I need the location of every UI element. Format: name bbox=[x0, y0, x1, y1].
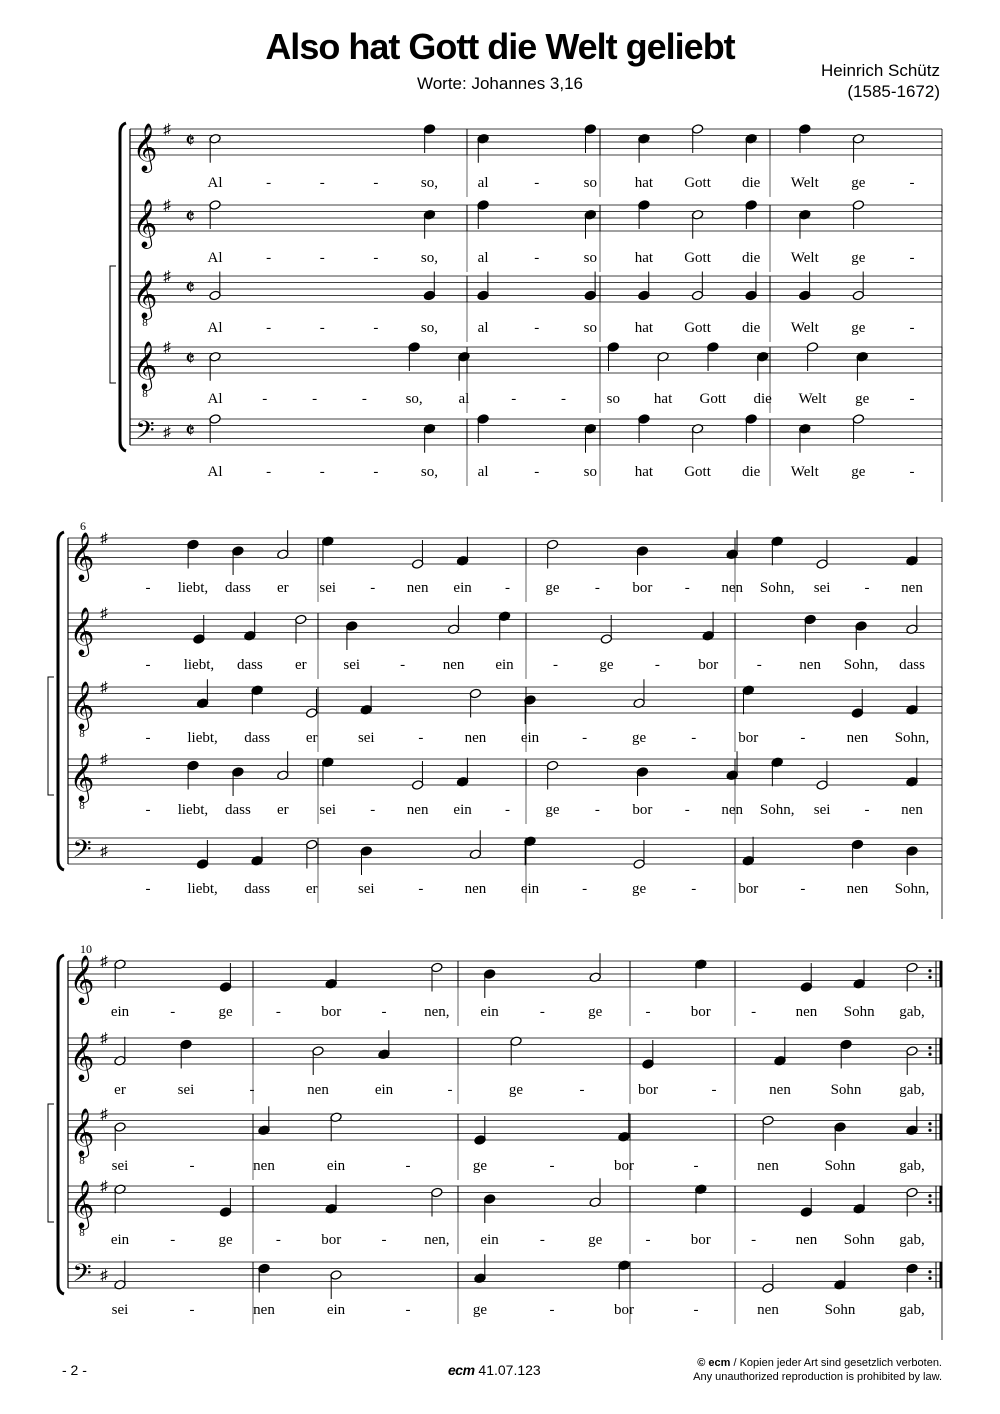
lyric-syllable: nen bbox=[846, 730, 869, 746]
lyric-syllable: ge bbox=[472, 1302, 488, 1318]
lyric-syllable: dass bbox=[244, 881, 271, 897]
hyphen: - bbox=[539, 1232, 545, 1248]
lyric-syllable: sei bbox=[813, 802, 831, 818]
treble-clef-icon: 𝄞 bbox=[69, 1034, 95, 1080]
lyric-syllable: so, bbox=[420, 250, 439, 266]
hyphen: - bbox=[447, 1082, 453, 1098]
hyphen: - bbox=[266, 320, 272, 336]
lyric-syllable: ge bbox=[851, 464, 866, 480]
key-sharp-icon: ♯ bbox=[100, 1179, 108, 1195]
lyric-syllable: er bbox=[294, 657, 307, 673]
catalog-brand: ecm bbox=[448, 1362, 475, 1378]
lyric-syllable: ein bbox=[374, 1082, 394, 1098]
lyric-syllable: bor bbox=[614, 1158, 634, 1174]
lyric-syllable: nen bbox=[769, 1082, 791, 1098]
hyphen: - bbox=[909, 464, 915, 480]
lyric-syllable: so bbox=[583, 320, 597, 336]
lyric-syllable: hat bbox=[634, 320, 654, 336]
lyric-syllable: nen bbox=[464, 730, 487, 746]
tenor-bracket bbox=[48, 1104, 54, 1222]
repeat-dot bbox=[928, 1194, 931, 1197]
hyphen: - bbox=[266, 250, 272, 266]
hyphen: - bbox=[800, 730, 806, 746]
lyric-syllable: so bbox=[583, 250, 597, 266]
lyric-syllable: ein bbox=[495, 657, 514, 673]
lyric-syllable: Sohn, bbox=[843, 657, 879, 673]
lyric-syllable: sei bbox=[111, 1302, 129, 1318]
hyphen: - bbox=[864, 802, 870, 818]
hyphen: - bbox=[170, 1004, 176, 1020]
lyric-syllable: bor bbox=[632, 802, 653, 818]
hyphen: - bbox=[319, 464, 325, 480]
repeat-dot bbox=[928, 1129, 931, 1132]
lyric-syllable: al bbox=[477, 464, 489, 480]
hyphen: - bbox=[373, 175, 379, 191]
hyphen: - bbox=[539, 1004, 545, 1020]
hyphen: - bbox=[684, 802, 690, 818]
lyric-syllable: Welt bbox=[790, 250, 819, 266]
hyphen: - bbox=[405, 1158, 411, 1174]
lyric-syllable: dass bbox=[899, 657, 925, 673]
key-sharp-icon: ♯ bbox=[100, 680, 108, 696]
lyric-syllable: die bbox=[741, 320, 761, 336]
lyric-syllable: ge bbox=[632, 730, 647, 746]
lyric-syllable: ge bbox=[218, 1004, 233, 1020]
composer-name: Heinrich Schütz bbox=[820, 61, 940, 80]
hyphen: - bbox=[266, 175, 272, 191]
lyric-syllable: ge bbox=[588, 1232, 603, 1248]
hyphen: - bbox=[275, 1004, 281, 1020]
hyphen: - bbox=[189, 1158, 195, 1174]
hyphen: - bbox=[534, 175, 540, 191]
hyphen: - bbox=[145, 580, 151, 596]
lyric-syllable: sei bbox=[357, 730, 375, 746]
hyphen: - bbox=[549, 1302, 555, 1318]
lyric-syllable: ein bbox=[480, 1004, 499, 1020]
hyphen: - bbox=[756, 657, 762, 673]
lyric-syllable: nen bbox=[846, 881, 869, 897]
lyric-syllable: hat bbox=[653, 391, 673, 407]
lyric-syllable: ein bbox=[520, 881, 540, 897]
lyric-syllable: nen bbox=[464, 881, 487, 897]
lyric-syllable: sei bbox=[319, 580, 337, 596]
lyric-syllable: so, bbox=[420, 320, 439, 336]
treble-clef-icon: 𝄞 bbox=[69, 957, 95, 1003]
octave-mark: 8 bbox=[142, 388, 148, 400]
hyphen: - bbox=[594, 802, 600, 818]
lyric-syllable: nen bbox=[406, 802, 429, 818]
lyric-syllable: ein bbox=[326, 1302, 346, 1318]
lyric-syllable: Sohn bbox=[843, 1232, 875, 1248]
lyric-syllable: hat bbox=[634, 464, 654, 480]
lyric-syllable: bor bbox=[632, 580, 653, 596]
system-bracket bbox=[58, 955, 64, 1294]
lyric-syllable: Gott bbox=[684, 464, 711, 480]
hyphen: - bbox=[582, 881, 588, 897]
hyphen: - bbox=[418, 881, 424, 897]
hyphen: - bbox=[645, 1232, 651, 1248]
lyric-syllable: liebt, bbox=[177, 802, 209, 818]
repeat-dot bbox=[928, 1277, 931, 1280]
hyphen: - bbox=[751, 1232, 757, 1248]
hyphen: - bbox=[370, 802, 376, 818]
lyric-syllable: ein bbox=[480, 1232, 499, 1248]
hyphen: - bbox=[319, 320, 325, 336]
lyric-syllable: Al bbox=[207, 320, 223, 336]
time-signature-icon: 𝄵 bbox=[185, 204, 195, 229]
octave-mark: 8 bbox=[79, 1155, 85, 1167]
lyric-syllable: gab, bbox=[899, 1004, 925, 1020]
hyphen: - bbox=[275, 1232, 281, 1248]
lyric-syllable: nen bbox=[901, 802, 923, 818]
lyric-syllable: sei bbox=[357, 881, 375, 897]
copyright-brand: © ecm bbox=[697, 1357, 731, 1369]
copyright-line-2: Any unauthorized reproduction is prohibited by law. bbox=[693, 1371, 942, 1383]
key-sharp-icon: ♯ bbox=[163, 198, 171, 214]
hyphen: - bbox=[691, 730, 697, 746]
repeat-dot bbox=[928, 969, 931, 972]
hyphen: - bbox=[405, 1302, 411, 1318]
hyphen: - bbox=[145, 657, 151, 673]
lyric-syllable: er bbox=[305, 730, 318, 746]
hyphen: - bbox=[800, 881, 806, 897]
lyric-syllable: er bbox=[114, 1082, 126, 1098]
lyric-syllable: hat bbox=[634, 250, 654, 266]
lyric-syllable: so, bbox=[420, 175, 439, 191]
hyphen: - bbox=[534, 250, 540, 266]
lyric-syllable: nen bbox=[795, 1232, 818, 1248]
treble-clef-icon: 𝄞 bbox=[69, 1182, 95, 1228]
lyric-syllable: ge bbox=[851, 250, 866, 266]
hyphen: - bbox=[418, 730, 424, 746]
lyric-syllable: dass bbox=[224, 580, 251, 596]
lyric-syllable: dass bbox=[224, 802, 251, 818]
hyphen: - bbox=[505, 802, 511, 818]
lyric-syllable: al bbox=[477, 320, 489, 336]
lyric-syllable: gab, bbox=[899, 1232, 925, 1248]
lyric-syllable: ge bbox=[588, 1004, 603, 1020]
lyric-syllable: al bbox=[458, 391, 470, 407]
catalog-number bbox=[448, 1362, 541, 1378]
hyphen: - bbox=[262, 391, 268, 407]
hyphen: - bbox=[511, 391, 517, 407]
hyphen: - bbox=[145, 730, 151, 746]
hyphen: - bbox=[189, 1302, 195, 1318]
octave-mark: 8 bbox=[79, 728, 85, 740]
key-sharp-icon: ♯ bbox=[100, 1031, 108, 1047]
key-sharp-icon: ♯ bbox=[100, 954, 108, 970]
time-signature-icon: 𝄵 bbox=[185, 128, 195, 153]
lyric-syllable: Gott bbox=[699, 391, 727, 407]
lyric-syllable: ge bbox=[472, 1158, 488, 1174]
lyric-syllable: liebt, bbox=[187, 881, 218, 897]
hyphen: - bbox=[400, 657, 406, 673]
hyphen: - bbox=[711, 1082, 717, 1098]
bass-clef-icon: 𝄢 bbox=[135, 417, 155, 450]
key-sharp-icon: ♯ bbox=[100, 1107, 108, 1123]
lyric-syllable: ge bbox=[851, 320, 866, 336]
lyric-syllable: bor bbox=[321, 1232, 342, 1248]
hyphen: - bbox=[549, 1158, 555, 1174]
tenor-bracket bbox=[110, 266, 116, 383]
lyric-syllable: so, bbox=[405, 391, 423, 407]
lyric-syllable: Sohn bbox=[824, 1302, 856, 1318]
system-bracket bbox=[58, 532, 64, 870]
treble-clef-icon: 𝄞 bbox=[132, 125, 158, 171]
lyric-syllable: gab, bbox=[899, 1302, 925, 1318]
lyric-syllable: so bbox=[583, 464, 597, 480]
lyric-syllable: liebt, bbox=[183, 657, 215, 673]
lyric-syllable: Welt bbox=[798, 391, 827, 407]
tenor-bracket bbox=[48, 677, 54, 795]
lyric-syllable: Welt bbox=[790, 320, 819, 336]
lyric-syllable: bor bbox=[690, 1232, 711, 1248]
hyphen: - bbox=[561, 391, 566, 407]
treble-clef-icon: 𝄞 bbox=[69, 755, 95, 801]
treble-clef-icon: 𝄞 bbox=[69, 534, 95, 580]
hyphen: - bbox=[909, 175, 915, 191]
lyric-syllable: Gott bbox=[684, 175, 711, 191]
lyric-syllable: ein bbox=[520, 730, 540, 746]
lyric-syllable: bor bbox=[614, 1302, 634, 1318]
lyric-syllable: Al bbox=[207, 250, 223, 266]
octave-mark: 8 bbox=[79, 1227, 85, 1239]
lyric-syllable: liebt, bbox=[187, 730, 218, 746]
lyric-syllable: sei bbox=[813, 580, 831, 596]
hyphen: - bbox=[693, 1158, 699, 1174]
lyric-syllable: so, bbox=[420, 464, 439, 480]
hyphen: - bbox=[579, 1082, 585, 1098]
hyphen: - bbox=[534, 464, 540, 480]
lyric-syllable: ein bbox=[453, 802, 472, 818]
lyric-syllable: die bbox=[741, 175, 761, 191]
bass-clef-icon: 𝄢 bbox=[72, 836, 92, 869]
lyric-syllable: nen bbox=[442, 657, 465, 673]
treble-clef-icon: 𝄞 bbox=[69, 609, 95, 655]
lyric-syllable: nen bbox=[253, 1158, 275, 1174]
lyric-syllable: Al bbox=[207, 464, 223, 480]
lyric-syllable: Sohn, bbox=[759, 580, 795, 596]
lyric-syllable: nen, bbox=[424, 1004, 450, 1020]
lyric-syllable: ge bbox=[218, 1232, 233, 1248]
system-bracket bbox=[120, 123, 126, 451]
key-sharp-icon: ♯ bbox=[100, 606, 108, 622]
lyric-syllable: nen bbox=[406, 580, 429, 596]
lyric-syllable: Sohn, bbox=[759, 802, 795, 818]
key-sharp-icon: ♯ bbox=[163, 269, 171, 285]
measure-number: 10 bbox=[80, 942, 92, 956]
repeat-dot bbox=[928, 1046, 931, 1049]
piece-title: Also hat Gott die Welt geliebt bbox=[265, 26, 735, 67]
lyric-syllable: ge bbox=[851, 175, 866, 191]
hyphen: - bbox=[534, 320, 540, 336]
lyric-syllable: Al bbox=[207, 391, 223, 407]
lyric-syllable: bor bbox=[321, 1004, 342, 1020]
lyric-syllable: dass bbox=[244, 730, 271, 746]
lyric-syllable: nen bbox=[721, 802, 744, 818]
time-signature-icon: 𝄵 bbox=[185, 418, 195, 443]
lyric-syllable: Al bbox=[207, 175, 223, 191]
lyric-syllable: die bbox=[741, 250, 761, 266]
time-signature-icon: 𝄵 bbox=[185, 346, 195, 371]
hyphen: - bbox=[319, 250, 325, 266]
lyric-syllable: bor bbox=[738, 730, 759, 746]
lyric-syllable: ge bbox=[545, 580, 560, 596]
hyphen: - bbox=[373, 320, 379, 336]
hyphen: - bbox=[249, 1082, 255, 1098]
lyric-syllable: die bbox=[741, 464, 761, 480]
lyric-syllable: Sohn, bbox=[894, 881, 930, 897]
key-sharp-icon: ♯ bbox=[100, 531, 108, 547]
lyric-syllable: ein bbox=[453, 580, 472, 596]
lyric-syllable: nen bbox=[721, 580, 744, 596]
lyric-syllable: bor bbox=[690, 1004, 711, 1020]
lyric-syllable: Welt bbox=[790, 464, 819, 480]
hyphen: - bbox=[582, 730, 588, 746]
page-number: - 2 - bbox=[62, 1362, 87, 1378]
lyric-syllable: nen bbox=[757, 1158, 779, 1174]
hyphen: - bbox=[370, 580, 376, 596]
lyric-syllable: sei bbox=[111, 1158, 129, 1174]
lyric-syllable: Sohn bbox=[830, 1082, 862, 1098]
key-sharp-icon: ♯ bbox=[163, 425, 171, 441]
repeat-dot bbox=[928, 1122, 931, 1125]
hyphen: - bbox=[145, 881, 151, 897]
hyphen: - bbox=[170, 1232, 176, 1248]
text-source: Worte: Johannes 3,16 bbox=[416, 74, 583, 93]
hyphen: - bbox=[381, 1232, 387, 1248]
lyric-syllable: nen bbox=[799, 657, 821, 673]
copyright-notice bbox=[693, 1356, 942, 1384]
hyphen: - bbox=[381, 1004, 387, 1020]
lyric-syllable: Sohn bbox=[824, 1158, 856, 1174]
lyric-syllable: al bbox=[477, 175, 489, 191]
lyric-syllable: so bbox=[583, 175, 597, 191]
key-sharp-icon: ♯ bbox=[100, 1268, 108, 1284]
bass-clef-icon: 𝄢 bbox=[72, 1260, 92, 1293]
key-sharp-icon: ♯ bbox=[163, 340, 171, 356]
lyric-syllable: nen bbox=[901, 580, 923, 596]
lyric-syllable: bor bbox=[698, 657, 719, 673]
lyric-syllable: liebt, bbox=[177, 580, 209, 596]
lyric-syllable: nen bbox=[795, 1004, 818, 1020]
catalog-id: 41.07.123 bbox=[478, 1362, 541, 1378]
hyphen: - bbox=[909, 320, 915, 336]
hyphen: - bbox=[312, 391, 318, 407]
hyphen: - bbox=[909, 391, 915, 407]
measure-number: 6 bbox=[80, 519, 86, 533]
repeat-dot bbox=[928, 976, 931, 979]
repeat-dot bbox=[928, 1270, 931, 1273]
lyric-syllable: ein bbox=[110, 1004, 130, 1020]
lyric-syllable: bor bbox=[738, 881, 759, 897]
lyric-syllable: nen bbox=[757, 1302, 779, 1318]
key-sharp-icon: ♯ bbox=[163, 122, 171, 138]
hyphen: - bbox=[909, 250, 915, 266]
key-sharp-icon: ♯ bbox=[100, 844, 108, 860]
treble-clef-icon: 𝄞 bbox=[69, 683, 95, 729]
hyphen: - bbox=[693, 1302, 699, 1318]
hyphen: - bbox=[645, 1004, 651, 1020]
hyphen: - bbox=[266, 464, 272, 480]
lyric-syllable: bor bbox=[638, 1082, 658, 1098]
lyric-syllable: gab, bbox=[899, 1082, 925, 1098]
hyphen: - bbox=[373, 250, 379, 266]
lyric-syllable: ge bbox=[599, 657, 614, 673]
hyphen: - bbox=[751, 1004, 757, 1020]
lyric-syllable: al bbox=[477, 250, 489, 266]
hyphen: - bbox=[505, 580, 511, 596]
hyphen: - bbox=[654, 657, 660, 673]
lyric-syllable: ge bbox=[632, 881, 647, 897]
hyphen: - bbox=[691, 881, 697, 897]
lyric-syllable: er bbox=[276, 802, 289, 818]
copyright-line-1: / Kopien jeder Art sind gesetzlich verboten. bbox=[730, 1357, 942, 1369]
key-sharp-icon: ♯ bbox=[100, 752, 108, 768]
treble-clef-icon: 𝄞 bbox=[69, 1110, 95, 1156]
lyric-syllable: er bbox=[276, 580, 289, 596]
lyric-syllable: sei bbox=[343, 657, 361, 673]
lyric-syllable: ge bbox=[545, 802, 560, 818]
lyric-syllable: Gott bbox=[684, 320, 711, 336]
lyric-syllable: Sohn, bbox=[894, 730, 930, 746]
lyric-syllable: nen bbox=[253, 1302, 275, 1318]
repeat-dot bbox=[928, 1053, 931, 1056]
lyric-syllable: Gott bbox=[684, 250, 711, 266]
composer-dates: (1585-1672) bbox=[847, 82, 940, 101]
lyric-syllable: er bbox=[305, 881, 318, 897]
treble-clef-icon: 𝄞 bbox=[132, 272, 158, 318]
lyric-syllable: ein bbox=[326, 1158, 346, 1174]
lyric-syllable: sei bbox=[319, 802, 337, 818]
treble-clef-icon: 𝄞 bbox=[132, 343, 158, 389]
hyphen: - bbox=[373, 464, 379, 480]
hyphen: - bbox=[361, 391, 367, 407]
hyphen: - bbox=[319, 175, 325, 191]
time-signature-icon: 𝄵 bbox=[185, 275, 195, 300]
lyric-syllable: nen bbox=[307, 1082, 329, 1098]
hyphen: - bbox=[145, 802, 151, 818]
octave-mark: 8 bbox=[79, 800, 85, 812]
hyphen: - bbox=[552, 657, 558, 673]
repeat-dot bbox=[928, 1201, 931, 1204]
treble-clef-icon: 𝄞 bbox=[132, 201, 158, 247]
lyric-syllable: dass bbox=[236, 657, 263, 673]
lyric-syllable: ge bbox=[508, 1082, 524, 1098]
lyric-syllable: sei bbox=[177, 1082, 195, 1098]
lyric-syllable: ein bbox=[110, 1232, 130, 1248]
lyric-syllable: Welt bbox=[790, 175, 819, 191]
hyphen: - bbox=[684, 580, 690, 596]
lyric-syllable: nen, bbox=[424, 1232, 450, 1248]
lyric-syllable: hat bbox=[634, 175, 654, 191]
lyric-syllable: so bbox=[606, 391, 620, 407]
lyric-syllable: die bbox=[753, 391, 772, 407]
hyphen: - bbox=[864, 580, 870, 596]
octave-mark: 8 bbox=[142, 317, 148, 329]
lyric-syllable: gab, bbox=[899, 1158, 925, 1174]
lyric-syllable: Sohn bbox=[843, 1004, 875, 1020]
hyphen: - bbox=[594, 580, 600, 596]
lyric-syllable: ge bbox=[855, 391, 870, 407]
